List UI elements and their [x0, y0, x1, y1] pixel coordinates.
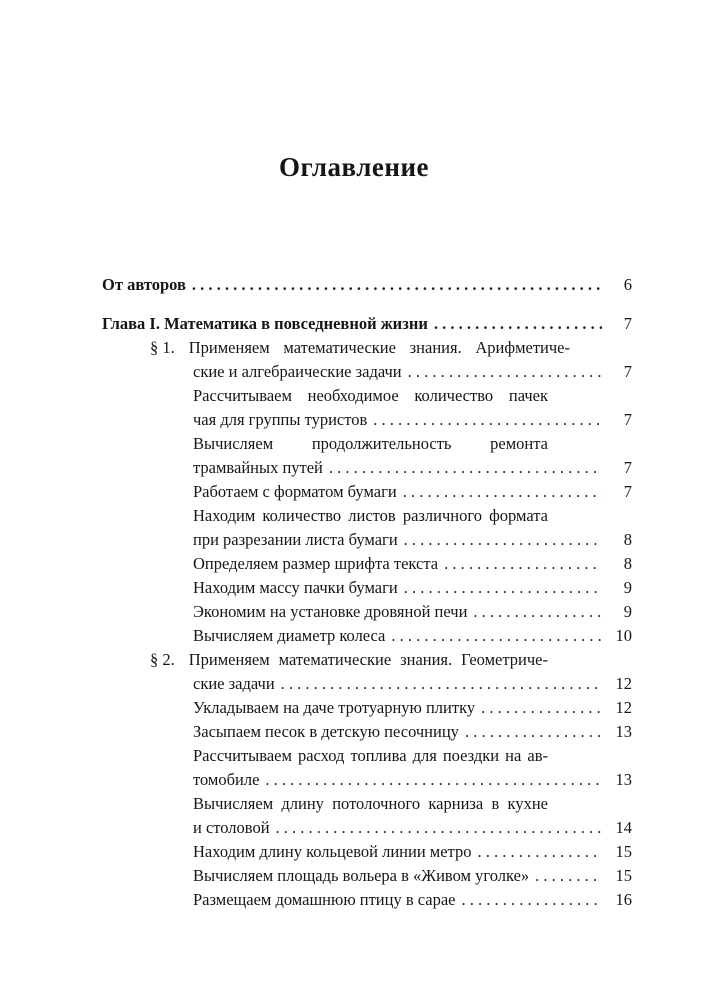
toc-entry-sandbox[interactable]	[193, 721, 632, 743]
toc-entry-paper-format[interactable]	[193, 481, 632, 503]
leader-dots	[404, 577, 602, 599]
toc-entry-paper-mass[interactable]	[193, 577, 632, 599]
toc-entry-label: Вычисляем продолжительность ремонта	[193, 434, 548, 453]
leader-dots	[477, 841, 602, 863]
toc-entry-cornice-line2[interactable]	[193, 817, 632, 839]
toc-page-number: 15	[615, 866, 632, 885]
toc-entry-label: Применяем математические знания. Геометриче-	[188, 650, 548, 669]
toc-page-number: 10	[615, 626, 632, 645]
toc-entry-label: трамвайных путей	[193, 458, 323, 477]
toc-page-number: 7	[623, 410, 632, 429]
toc-page-number: 8	[623, 530, 632, 549]
leader-dots	[391, 625, 602, 647]
toc-entry-authors[interactable]	[102, 274, 632, 296]
toc-entry-sheets-line1[interactable]	[193, 505, 548, 527]
leader-dots	[434, 313, 602, 335]
toc-entry-poultry[interactable]	[193, 889, 632, 911]
toc-entry-fuel-line1[interactable]	[193, 745, 548, 767]
toc-entry-section-2-line2[interactable]	[193, 673, 632, 695]
leader-dots	[535, 865, 602, 887]
toc-entry-label: Вычисляем длину потолочного карниза в кухне	[193, 794, 548, 813]
toc-entry-label: Находим массу пачки бумаги	[193, 578, 398, 597]
toc-page-number: 6	[623, 275, 632, 294]
leader-dots	[403, 481, 602, 503]
leader-dots	[473, 601, 602, 623]
toc-entry-label: Укладываем на даче тротуарную плитку	[193, 698, 476, 717]
toc-page-number: 9	[623, 602, 632, 621]
toc-entry-label: ские задачи	[193, 674, 275, 693]
toc-entry-section-1-line2[interactable]	[193, 361, 632, 383]
toc-entry-label: Рассчитываем необходимое количество пачек	[193, 386, 548, 405]
leader-dots	[265, 769, 602, 791]
toc-page-number: 7	[623, 458, 632, 477]
leader-dots	[329, 457, 602, 479]
leader-dots	[465, 721, 602, 743]
section-number: § 2.	[150, 650, 175, 669]
toc-entry-label: Работаем с форматом бумаги	[193, 482, 397, 501]
page-title: Оглавление	[279, 152, 429, 182]
toc-entry-tiles[interactable]	[193, 697, 632, 719]
toc-entry-label: томобиле	[193, 770, 260, 789]
toc-entry-metro[interactable]	[193, 841, 632, 863]
toc-entry-tram-line1[interactable]	[193, 433, 548, 455]
toc-entry-label: Рассчитываем расход топлива для поездки на ав-	[193, 746, 548, 765]
leader-dots	[192, 274, 602, 296]
toc-entry-label: Находим длину кольцевой линии метро	[193, 842, 472, 861]
toc-page-number: 14	[615, 818, 632, 837]
toc-entry-tea-line1[interactable]	[193, 385, 548, 407]
leader-dots	[444, 553, 602, 575]
toc-entry-wheel[interactable]	[193, 625, 632, 647]
toc-entry-section-2-line1[interactable]	[150, 649, 548, 671]
toc-entry-label: Глава I. Математика в повседневной жизни	[102, 314, 428, 333]
toc-entry-tea-line2[interactable]	[193, 409, 632, 431]
toc-entry-label: Применяем математические знания. Арифметиче-	[188, 338, 570, 357]
leader-dots	[481, 697, 602, 719]
toc-page-number: 9	[623, 578, 632, 597]
toc-entry-label: Засыпаем песок в детскую песочницу	[193, 722, 459, 741]
toc-entry-chapter-1[interactable]	[102, 313, 632, 335]
toc-entry-label: Вычисляем площадь вольера в «Живом уголке»	[193, 866, 530, 885]
toc-page-number: 8	[623, 554, 632, 573]
toc-entry-enclosure[interactable]	[193, 865, 632, 887]
toc-entry-label: Экономим на установке дровяной печи	[193, 602, 468, 621]
toc-page-number: 7	[623, 482, 632, 501]
toc-entry-label: ские и алгебраические задачи	[193, 362, 402, 381]
toc-page-number: 13	[615, 770, 632, 789]
leader-dots	[462, 889, 602, 911]
leader-dots	[408, 361, 602, 383]
toc-page-number: 12	[615, 674, 632, 693]
toc-entry-label: при разрезании листа бумаги	[193, 530, 398, 549]
section-number: § 1.	[150, 338, 175, 357]
toc-entry-sheets-line2[interactable]	[193, 529, 632, 551]
toc-page-number: 16	[615, 890, 632, 909]
toc-entry-section-1-line1[interactable]	[150, 337, 570, 359]
toc-entry-fuel-line2[interactable]	[193, 769, 632, 791]
toc-entry-label: Размещаем домашнюю птицу в сарае	[193, 890, 456, 909]
toc-entry-label: От авторов	[102, 275, 186, 294]
toc-entry-label: Находим количество листов различного формата	[193, 506, 548, 525]
leader-dots	[404, 529, 602, 551]
leader-dots	[373, 409, 602, 431]
leader-dots	[276, 817, 602, 839]
toc-entry-tram-line2[interactable]	[193, 457, 632, 479]
leader-dots	[281, 673, 602, 695]
toc-page-number: 7	[623, 362, 632, 381]
toc-entry-label: Вычисляем диаметр колеса	[193, 626, 386, 645]
toc-entry-stove[interactable]	[193, 601, 632, 623]
toc-page-number: 13	[615, 722, 632, 741]
toc-entry-label: и столовой	[193, 818, 270, 837]
toc-entry-font-size[interactable]	[193, 553, 632, 575]
toc-entry-label: чая для группы туристов	[193, 410, 368, 429]
toc-page-number: 7	[623, 314, 632, 333]
toc-entry-label: Определяем размер шрифта текста	[193, 554, 439, 573]
toc-entry-cornice-line1[interactable]	[193, 793, 548, 815]
toc-page-number: 15	[615, 842, 632, 861]
toc-page-number: 12	[615, 698, 632, 717]
